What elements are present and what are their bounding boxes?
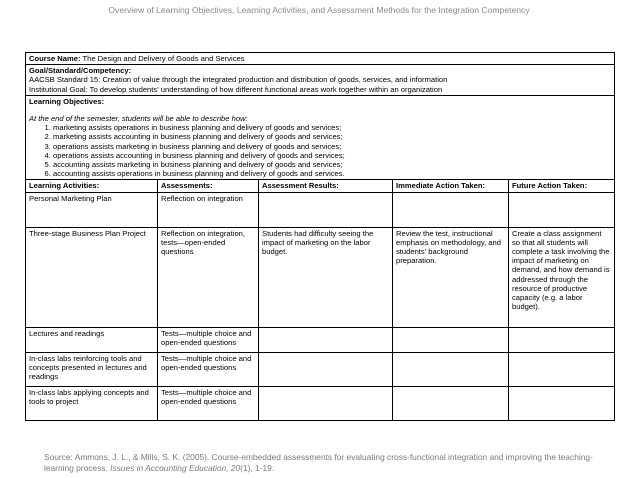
immediate-cell <box>393 386 509 420</box>
results-cell <box>259 352 393 386</box>
objectives-heading: Learning Objectives: <box>29 96 105 106</box>
source-citation <box>44 452 614 473</box>
future-cell <box>509 327 615 352</box>
objective-item: 4. operations assists accounting in business planning and delivery of goods and services; <box>53 151 611 160</box>
future-cell <box>509 352 615 386</box>
objective-item: 5. accounting assists marketing in business planning and delivery of goods and services; <box>53 160 611 169</box>
objective-item: 6. accounting assists operations in business planning and delivery of goods and services. <box>53 169 611 178</box>
assessment-cell: Reflection on integration <box>158 192 259 227</box>
table-row <box>26 227 615 327</box>
page-title: Overview of Learning Objectives, Learning Activities, and Assessment Methods for the Integration Competency <box>108 5 530 15</box>
objective-item: 2. marketing assists accounting in business planning and delivery of goods and services; <box>53 132 611 141</box>
source-suffix: (1), 1-19. <box>240 462 275 473</box>
objectives-intro: At the end of the semester, students will be able to describe how: <box>29 114 248 124</box>
course-name-label: Course Name: <box>29 54 81 63</box>
assessment-cell: Tests—multiple choice and open-ended questions <box>158 327 259 352</box>
column-header-row <box>26 180 615 192</box>
immediate-cell <box>393 352 509 386</box>
results-cell <box>259 327 393 352</box>
objective-item: 1. marketing assists operations in business planning and delivery of goods and services; <box>53 123 611 132</box>
goal-row <box>26 65 615 96</box>
col-header-results: Assessment Results: <box>259 180 393 192</box>
assessment-cell: Tests—multiple choice and open-ended questions <box>158 352 259 386</box>
col-header-future: Future Action Taken: <box>509 180 615 192</box>
immediate-cell <box>393 327 509 352</box>
col-header-activities: Learning Activities: <box>26 180 158 192</box>
future-cell <box>509 192 615 227</box>
future-cell <box>509 386 615 420</box>
results-cell: Students had difficulty seeing the impact of marketing on the labor budget. <box>259 227 393 327</box>
objectives-list <box>29 123 611 178</box>
objectives-row <box>26 95 615 180</box>
course-name-value: The Design and Delivery of Goods and Services <box>82 54 245 63</box>
col-header-assessments: Assessments: <box>158 180 259 192</box>
assessment-cell: Reflection on integration, tests—open-ended questions <box>158 227 259 327</box>
immediate-cell <box>393 192 509 227</box>
aacsb-standard: AACSB Standard 15: Creation of value through the integrated production and distribution of goods, services, and information <box>29 75 448 85</box>
course-name-row <box>26 53 615 65</box>
immediate-cell: Review the test, instructional emphasis on methodology, and students' background preparation. <box>393 227 509 327</box>
assessment-cell: Tests—multiple choice and open-ended questions <box>158 386 259 420</box>
results-cell <box>259 192 393 227</box>
source-prefix: Source: Ammons, J. L., & Mills, S. K. (2005). Course-embedded assessments for evaluating cross-functional integration and improving the teaching-learning process. <box>44 452 593 473</box>
activity-cell: Three-stage Business Plan Project <box>26 227 158 327</box>
activity-cell: Lectures and readings <box>26 327 158 352</box>
future-cell: Create a class assignment so that all students will complete a task involving the impact of marketing on demand, and how demand is addressed through the resource of productive capacity (e.g. a labor budget). <box>509 227 615 327</box>
table-row <box>26 352 615 386</box>
col-header-immediate: Immediate Action Taken: <box>393 180 509 192</box>
results-cell <box>259 386 393 420</box>
table-row <box>26 192 615 227</box>
objective-item: 3. operations assists marketing in business planning and delivery of goods and services; <box>53 142 611 151</box>
goal-heading: Goal/Standard/Competency: <box>29 66 132 76</box>
table-row <box>26 386 615 420</box>
activity-cell: In-class labs applying concepts and tools to project <box>26 386 158 420</box>
course-outline-table <box>25 52 615 421</box>
table-row <box>26 327 615 352</box>
activity-cell: Personal Marketing Plan <box>26 192 158 227</box>
activity-cell: In-class labs reinforcing tools and concepts presented in lectures and readings <box>26 352 158 386</box>
institutional-goal: Institutional Goal: To develop students' understanding of how different functional areas work together within an organization <box>29 84 443 94</box>
source-journal: Issues in Accounting Education, 20 <box>110 462 241 473</box>
